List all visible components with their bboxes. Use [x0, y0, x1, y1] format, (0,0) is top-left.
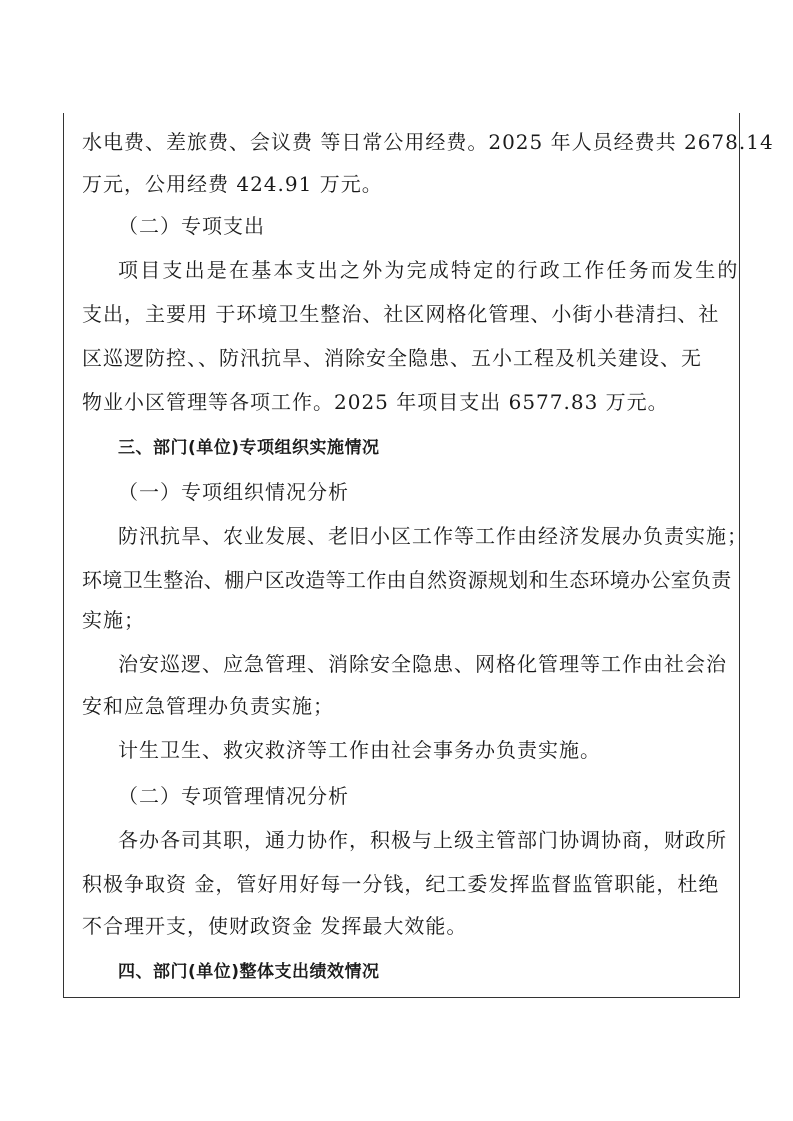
text-line: 水电费、差旅费、会议费 等日常公用经费。2025 年人员经费共 2678.14	[82, 130, 774, 154]
subsection-heading: （一）专项组织情况分析	[118, 480, 349, 504]
subsection-heading: （二）专项管理情况分析	[118, 784, 349, 808]
text-line: 计生卫生、救灾救济等工作由社会事务办负责实施。	[118, 738, 601, 762]
text-line: 项目支出是在基本支出之外为完成特定的行政工作任务而发生的	[118, 258, 740, 282]
text-line: 安和应急管理办负责实施；	[82, 694, 334, 718]
text-line: 不合理开支，使财政资金 发挥最大效能。	[82, 914, 468, 938]
text-line: 物业小区管理等各项工作。2025 年项目支出 6577.83 万元。	[82, 390, 669, 414]
section-heading: 四、部门(单位)整体支出绩效情况	[118, 962, 380, 982]
text-line: 积极争取资 金，管好用好每一分钱，纪工委发挥监督监管职能，杜绝	[82, 872, 720, 896]
text-line: 环境卫生整治、棚户区改造等工作由自然资源规划和生态环境办公室负责	[82, 568, 732, 592]
text-line: 支出，主要用 于环境卫生整治、社区网格化管理、小街小巷清扫、社	[82, 302, 720, 326]
text-line: 实施；	[82, 608, 145, 632]
text-line: 治安巡逻、应急管理、消除安全隐患、网格化管理等工作由社会治	[118, 652, 727, 676]
text-line: 万元，公用经费 424.91 万元。	[82, 172, 383, 196]
subsection-heading: （二）专项支出	[118, 214, 265, 238]
table-frame	[63, 113, 740, 998]
text-line: 区巡逻防控、、防汛抗旱、消除安全隐患、五小工程及机关建设、无	[82, 346, 702, 370]
text-line: 各办各司其职，通力协作，积极与上级主管部门协调协商，财政所	[118, 828, 727, 852]
section-heading: 三、部门(单位)专项组织实施情况	[118, 438, 380, 458]
text-line: 防汛抗旱、农业发展、老旧小区工作等工作由经济发展办负责实施；	[118, 524, 748, 548]
